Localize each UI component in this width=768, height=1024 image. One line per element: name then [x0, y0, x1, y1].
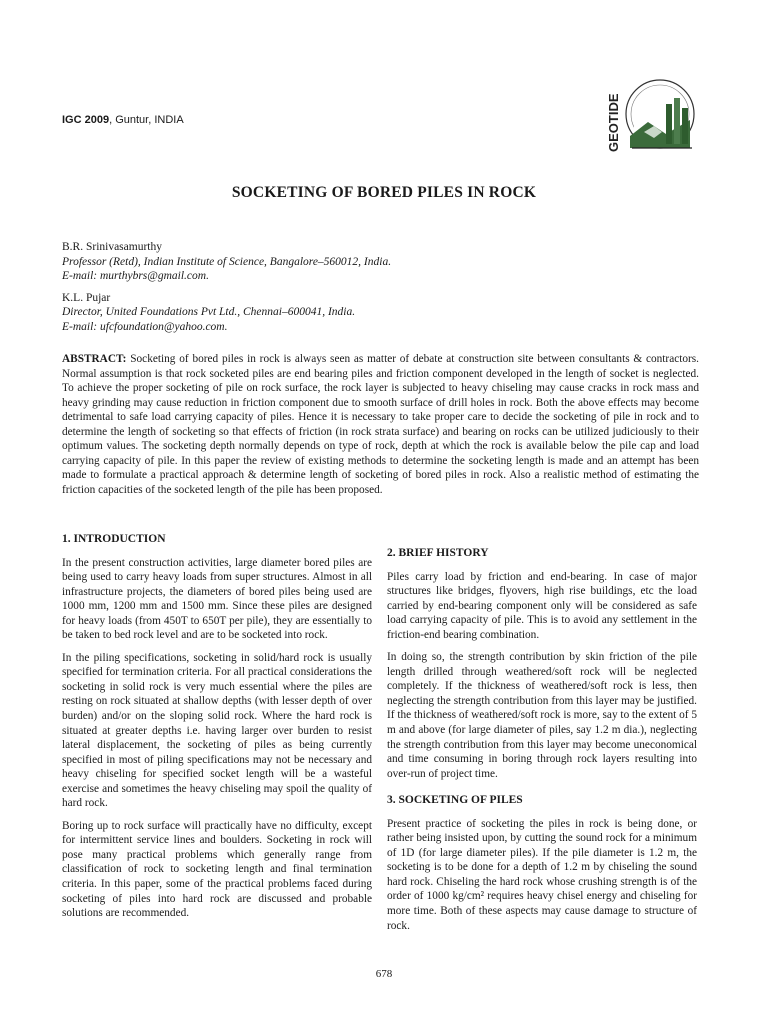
abstract: [62, 352, 699, 497]
section-heading-socketing-of-piles: 3. SOCKETING OF PILES: [387, 794, 523, 807]
conference-header: [62, 114, 184, 126]
author-affiliation: Director, United Foundations Pvt Ltd., Chennai–600041, India.: [62, 306, 356, 318]
section-heading-brief-history: 2. BRIEF HISTORY: [387, 547, 489, 559]
paragraph: Present practice of socketing the piles in rock is being done, or rather being insisted upon, by cutting the sound rock for a minimum of 1D (for large diameter piles). If the pile diameter is 1.2 m, the socketing is to be done for a depth of 1.2 m by chiseling the sound hard rock. Chiseling the hard rock whose crushing strength is of the order of 1000 kg/cm² requires heavy chisel energy and chiseling for more time. Both of these aspects may cause damage to structure of rock.: [387, 817, 697, 932]
paper-title: SOCKETING OF BORED PILES IN ROCK: [231, 184, 537, 201]
author-name: K.L. Pujar: [62, 291, 111, 304]
conference-location: , Guntur, INDIA: [109, 114, 184, 126]
page-number: 678: [375, 968, 393, 980]
abstract-text: Socketing of bored piles in rock is always seen as matter of debate at construction site between consultants & contractors. Normal assumption is that rock socketed piles are end bearing piles and friction component developed in the length of socket is neglected. To achieve the proper socketing of pile on rock surface, the rock layer is subjected to heavy chiseling may cause cracks in rock mass and heavy grinding may cause reduction in friction component due to smooth surface of drill holes in rock. Both the above effects may become detrimental to safe load carrying capacity of piles. Hence it is necessary to take proper care to decide the socketing of pile in rock and to determine the length of socketing so that effects of friction (in rock strata surface) and bearing on rocks can be utilized judiciously to their optimum values. The socketing depth normally depends on type of rock, depth at which the rock is available below the pile cap and load carrying capacity of pile. In this paper the review of existing methods to determine the socketing length is made and an attempt has been made to formulate a practical approach & determine length of socketing of bored piles in rock. Also a realistic method of estimating the friction capacities of the socketed length of the pile has been proposed.: [62, 353, 699, 496]
paragraph: In the piling specifications, socketing in solid/hard rock is usually specified for termination criteria. For all practical considerations the socketing in solid rock is very much essential where the piles are resting on rock situated at shallow depths (with lesser depth of over burden) and/or on the sloping solid rock. Where the hard rock is situated at greater depths i.e. having larger over burden to resist lateral displacement, the socketing of piles as being currently specified in most of piling specifications may not be necessary and heavy chiseling for specified socket length will be a wasteful exercise and sometimes the heavy chiseling may spoil the quality of hard rock.: [62, 651, 372, 810]
author-block: [62, 240, 702, 334]
section-heading-introduction: 1. INTRODUCTION: [62, 533, 166, 545]
left-column: [62, 532, 372, 929]
author-name: B.R. Srinivasamurthy: [62, 241, 162, 253]
logo-text: GEOTIDE: [606, 93, 621, 152]
conference-name: IGC 2009: [62, 114, 110, 126]
paragraph: In the present construction activities, large diameter bored piles are being used to carry heavy loads from super structures. Almost in all infrastructure projects, the diameters of bored piles being used are 1000 mm, 1200 mm and 1500 mm. Since these piles are designed for heavy loads (from 450T to 650T per pile), they are essentially to be taken to bed rock level and are to be socketed into rock.: [62, 556, 372, 642]
paragraph: Piles carry load by friction and end-bearing. In case of major structures like bridges, flyovers, high rise buildings, etc the load carried by end-bearing component only will be considered as safe load carrying capacity of pile. This is to avoid any settlement in the friction-end bearing combination.: [387, 570, 697, 641]
paragraph: Boring up to rock surface will practically have no difficulty, except for intermittent service lines and boulders. Socketing in rock will pose many practical problems which generally range from classification of rock to socketing length and final termination criteria. In this paper, some of the practical problems faced during socketing of piles into hard rock are discussed and probable solutions are recommended.: [62, 819, 372, 920]
abstract-label: ABSTRACT:: [62, 353, 127, 365]
right-column: [387, 546, 697, 941]
author-email: E-mail: murthybrs@gmail.com.: [62, 270, 209, 282]
author-email: E-mail: ufcfoundation@yahoo.com.: [62, 320, 228, 333]
paragraph: In doing so, the strength contribution by skin friction of the pile length drilled through weathered/soft rock will be neglected completely. If the thickness of weathered/soft rock is less, then neglecting the strength contribution from this layer may be justified. If the thickness of weathered/soft rock is more, say to the extent of 5 m and above (for large diameter of piles, say 1.2 m dia.), neglecting the strength contribution from this layer may become uneconomical and time consuming in boring through rock layers resulting into over-run of project time.: [387, 651, 697, 780]
author-affiliation: Professor (Retd), Indian Institute of Science, Bangalore–560012, India.: [62, 255, 392, 268]
geotide-logo-icon: [604, 76, 696, 154]
